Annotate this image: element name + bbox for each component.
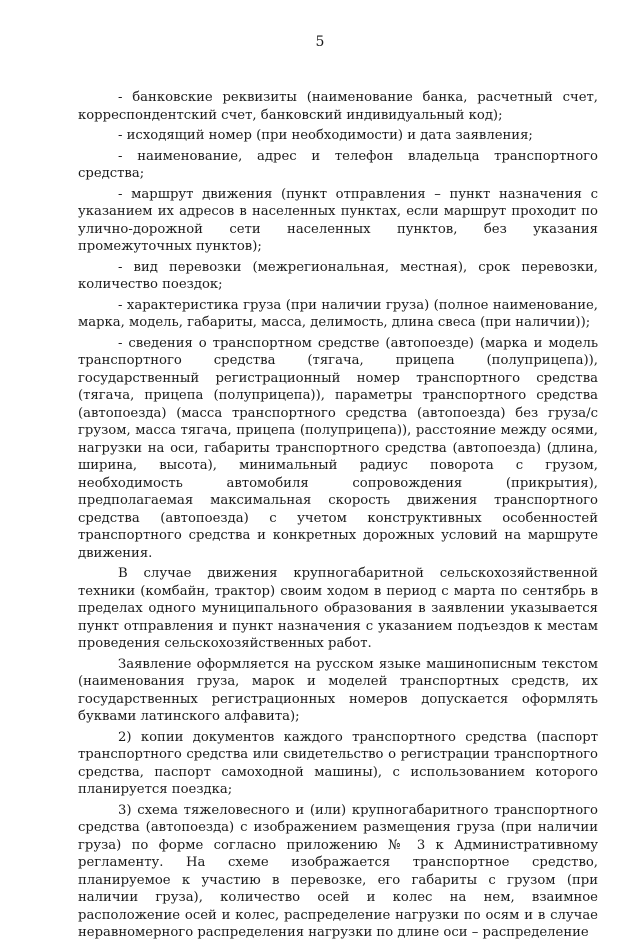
paragraph-agricultural-machinery: В случае движения крупногабаритной сельскохозяйственной техники (комбайн, трактор) своим ходом в период с марта по сентябрь в пределах одного муниципального образования в заявлении указывается пункт отправления и пункт назначения с указанием подъездов к местам проведения сельскохозяйственных работ. <box>78 566 598 651</box>
paragraph-document-copies: 2) копии документов каждого транспортного средства (паспорт транспортного средства или свидетельство о регистрации транспортного средства, паспорт самоходной машины), с использованием которого планируется поездка; <box>78 729 598 797</box>
paragraph-cargo: - характеристика груза (при наличии груза) (полное наименование, марка, модель, габариты, масса, делимость, длина свеса (при наличии)); <box>78 297 598 330</box>
paragraph-vehicle-scheme: 3) схема тяжеловесного и (или) крупногабаритного транспортного средства (автопоезда) с изображением размещения груза (при наличии груза) по форме согласно приложению № 3 к Административному регламенту. На схеме изображается транспортное средство, планируемое к участию в перевозке, его габариты с грузом (при наличии груза), количество осей и колес на нем, взаимное расположение осей и колес, распределение нагрузки по осям и в случае неравномерного распределения нагрузки по длине оси – распределение <box>78 802 598 940</box>
paragraph-bank-details: - банковские реквизиты (наименование банка, расчетный счет, корреспондентский счет, банковский индивидуальный код); <box>78 90 598 123</box>
page-number: 5 <box>315 34 325 50</box>
document-body <box>78 89 598 945</box>
paragraph-transport-type: - вид перевозки (межрегиональная, местная), срок перевозки, количество поездок; <box>78 259 598 292</box>
paragraph-vehicle-info: - сведения о транспортном средстве (автопоезде) (марка и модель транспортного средства (тягача, прицепа (полуприцепа)), государственный регистрационный номер транспортного средства (тягача, прицепа (полуприцепа)), параметры транспортного средства (автопоезда) (масса транспортного средства (автопоезда) без груза/с грузом, масса тягача, прицепа (полуприцепа)), расстояние между осями, нагрузки на оси, габариты транспортного средства (автопоезда) (длина, ширина, высота), минимальный радиус поворота с грузом, необходимость автомобиля сопровождения (прикрытия), предполагаемая максимальная скорость движения транспортного средства (автопоезда) с учетом конструктивных особенностей транспортного средства и конкретных дорожных условий на маршруте движения. <box>78 335 598 561</box>
paragraph-language: Заявление оформляется на русском языке машинописным текстом (наименования груза, марок и моделей транспортных средств, их государственных регистрационных номеров допускается оформлять буквами латинского алфавита); <box>78 656 598 724</box>
paragraph-outgoing-number: - исходящий номер (при необходимости) и дата заявления; <box>118 128 533 143</box>
paragraph-route: - маршрут движения (пункт отправления – пункт назначения с указанием их адресов в населенных пунктах, если маршрут проходит по улично-дорожной сети населенных пунктов, без указания промежуточных пунктов); <box>78 186 598 254</box>
paragraph-owner-info: - наименование, адрес и телефон владельца транспортного средства; <box>78 148 598 181</box>
